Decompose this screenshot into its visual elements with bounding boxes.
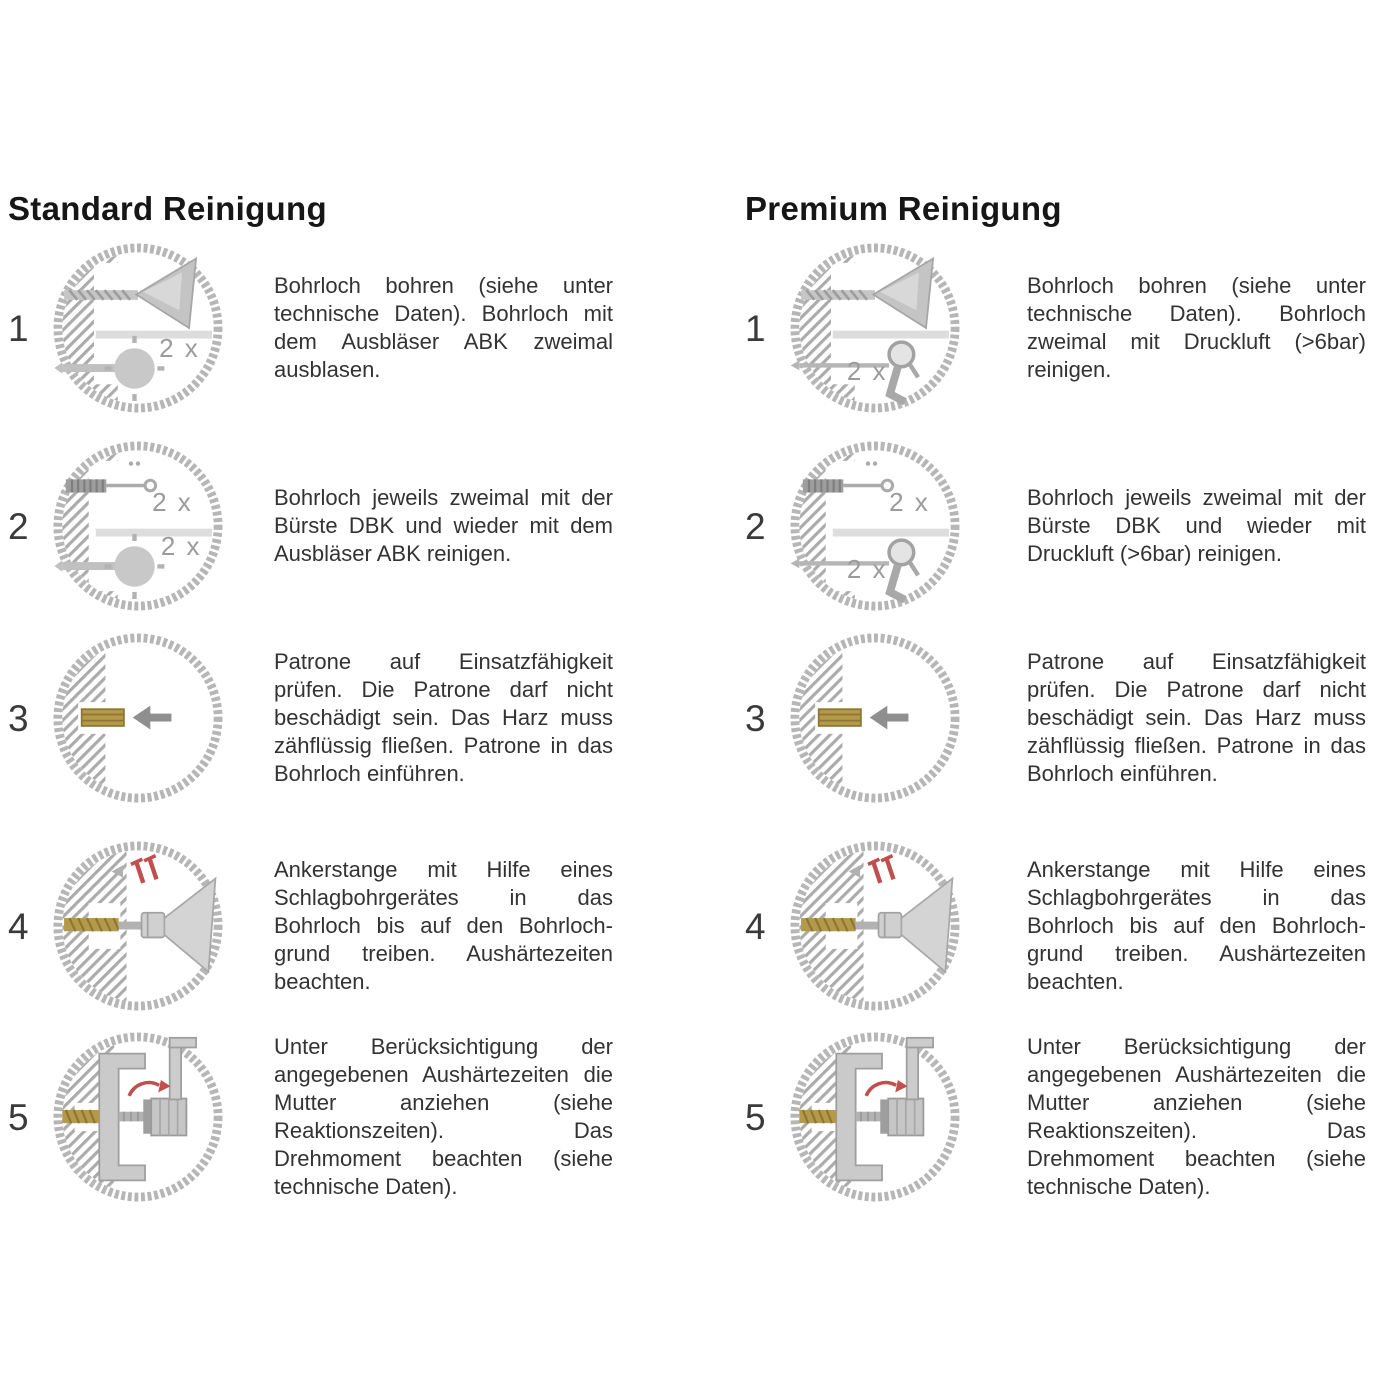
standard-column (8, 0, 658, 1400)
repeat-count-label: 2 x (889, 487, 930, 518)
standard-step-3-row (8, 630, 658, 806)
step-3-illustration (787, 630, 963, 806)
step-number: 4 (8, 905, 29, 947)
step-1-illustration (787, 240, 963, 416)
premium-step-2-row (745, 438, 1395, 614)
premium-step-5-row (745, 1029, 1395, 1205)
standard-step-1-row (8, 240, 658, 416)
step-2-illustration (787, 438, 963, 614)
step-instruction-text: Ankerstange mit Hilfe eines Schlagbohrgerätes in das Bohrloch bis auf den Bohrlochgrund treiben. Aushärtezeiten beachten. (1027, 857, 1366, 994)
step-number: 3 (8, 697, 29, 739)
standard-step-5-row (8, 1029, 658, 1205)
torque-wrench-icon (50, 1029, 226, 1205)
repeat-count-label: 2 x (152, 487, 193, 518)
repeat-count-label: 2 x (159, 333, 200, 364)
step-5-illustration (787, 1029, 963, 1205)
step-number: 5 (8, 1096, 29, 1138)
premium-step-4-row (745, 838, 1395, 1014)
step-instruction-text: Patrone auf Einsatzfähigkeit prüfen. Die Patrone darf nicht beschädigt sein. Das Harz muss zähflüssig fließen. Patrone in das Bohrloch einführen. (1027, 649, 1366, 786)
standard-heading: Standard Reinigung (8, 190, 327, 227)
step-instruction-text: Bohrloch jeweils zweimal mit der Bürste DBK und wieder mit Druckluft (>6bar) reinigen. (1027, 485, 1366, 566)
premium-step-3-row (745, 630, 1395, 806)
repeat-count-label: 2 x (160, 531, 202, 562)
resin-cartridge-insertion-icon (787, 630, 963, 806)
step-instruction-text: Bohrloch jeweils zweimal mit der Bürste DBK und wieder mit dem Ausbläser ABK reinigen. (274, 485, 613, 566)
step-1-illustration (50, 240, 226, 416)
step-3-illustration (50, 630, 226, 806)
step-number: 2 (745, 505, 766, 547)
resin-cartridge-insertion-icon (50, 630, 226, 806)
step-4-illustration (50, 838, 226, 1014)
anchor-rod-with-hammer-drill-icon (50, 838, 226, 1014)
step-number: 5 (745, 1096, 766, 1138)
step-number: 3 (745, 697, 766, 739)
step-instruction-text: Unter Berücksichtigung der angegebenen Aushärtezeiten die Mutter anziehen (siehe Reaktionszeiten). Das Drehmoment beachten (siehe technische Daten). (1027, 1034, 1366, 1199)
hammer-drill-and-blow-out-pump-icon (50, 240, 226, 416)
step-number: 1 (745, 307, 766, 349)
steel-brush-and-blow-out-pump-icon (50, 438, 226, 614)
step-number: 2 (8, 505, 29, 547)
hammer-drill-and-air-gun-icon (787, 240, 963, 416)
standard-step-4-row (8, 838, 658, 1014)
steel-brush-and-air-gun-icon (787, 438, 963, 614)
step-number: 1 (8, 307, 29, 349)
step-instruction-text: Unter Berücksichtigung der angegebenen Aushärtezeiten die Mutter anziehen (siehe Reaktionszeiten). Das Drehmoment beachten (siehe technische Daten). (274, 1034, 613, 1199)
step-instruction-text: Ankerstange mit Hilfe eines Schlagbohrgerätes in das Bohrloch bis auf den Bohrlochgrund treiben. Aushärtezeiten beachten. (274, 857, 613, 994)
torque-wrench-icon (787, 1029, 963, 1205)
step-number: 4 (745, 905, 766, 947)
premium-column (745, 0, 1395, 1400)
anchor-rod-with-hammer-drill-icon (787, 838, 963, 1014)
repeat-count-label: 2 x (846, 554, 888, 585)
step-5-illustration (50, 1029, 226, 1205)
step-instruction-text: Bohrloch bohren (siehe unter technische Daten). Bohrloch mit dem Ausbläser ABK zweimal ausblasen. (274, 273, 613, 382)
step-instruction-text: Bohrloch bohren (siehe unter technische Daten). Bohrloch zweimal mit Druckluft (>6bar) reinigen. (1027, 273, 1366, 382)
step-2-illustration (50, 438, 226, 614)
repeat-count-label: 2 x (846, 356, 888, 387)
premium-heading: Premium Reinigung (745, 190, 1062, 227)
standard-step-2-row (8, 438, 658, 614)
premium-step-1-row (745, 240, 1395, 416)
step-instruction-text: Patrone auf Einsatzfähigkeit prüfen. Die Patrone darf nicht beschädigt sein. Das Harz muss zähflüssig fließen. Patrone in das Bohrloch einführen. (274, 649, 613, 786)
step-4-illustration (787, 838, 963, 1014)
